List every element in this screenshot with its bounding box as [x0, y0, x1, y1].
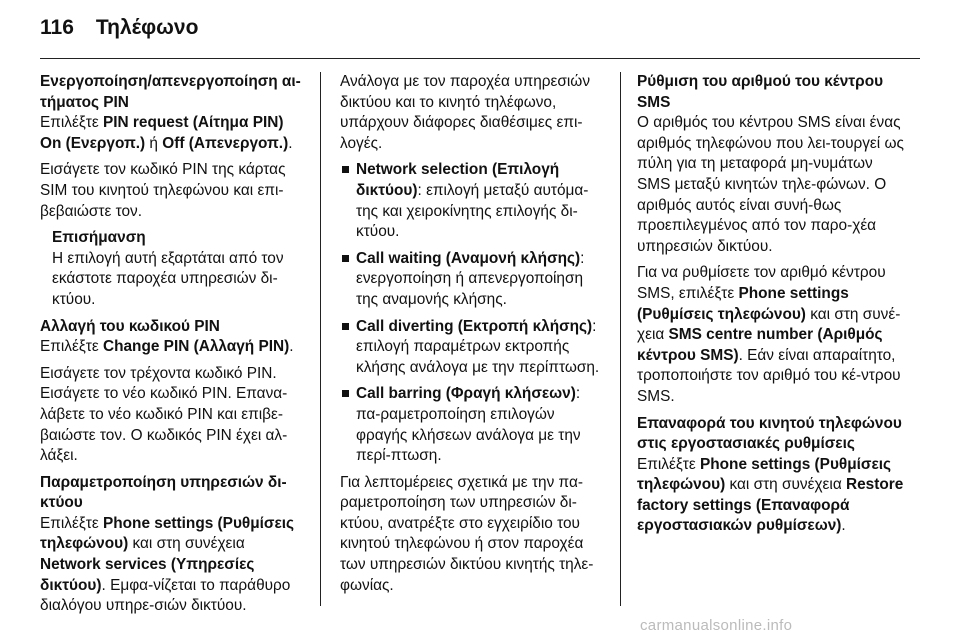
- menu-option-on: PIN request (Αίτημα PIN) On (Ενεργοπ.): [40, 114, 284, 152]
- column-1: [40, 72, 308, 623]
- menu-option-phone-settings: Phone settings (Ρυθμίσεις τηλεφώνου): [637, 284, 849, 323]
- option-name: Call diverting (Εκτροπή κλήσης): [356, 317, 593, 335]
- network-services-instruction: [40, 514, 308, 617]
- text: Επιλέξτε: [40, 114, 103, 132]
- header-rule: [40, 58, 920, 59]
- text: και στη συνέχεια: [128, 535, 245, 553]
- text: . Εμφα-νίζεται το παράθυρο διαλόγου υπηρε-σιών δικτύου.: [40, 576, 291, 615]
- section-title-change-pin: Αλλαγή του κωδικού PIN: [40, 317, 220, 335]
- note-box: [52, 228, 308, 310]
- menu-option-restore-factory-settings: Restore factory settings (Επαναφορά εργοστασιακών ρυθμίσεων): [637, 476, 904, 535]
- option-description: : πα-ραμετροποίηση επιλογών φραγής κλήσεων ανάλογα με την περί-πτωση.: [356, 385, 581, 465]
- bullet-square-icon: [342, 390, 349, 397]
- menu-option-phone-settings: Phone settings (Ρυθμίσεις τηλεφώνου): [40, 514, 295, 553]
- option-name: Call waiting (Αναμονή κλήσης): [356, 249, 581, 267]
- text: Επιλέξτε: [40, 338, 103, 356]
- change-pin-instruction: [40, 337, 308, 358]
- section-title-sms-centre: Ρύθμιση του αριθμού του κέντρου SMS: [637, 73, 884, 111]
- text: και στη συνέ-χεια: [637, 305, 901, 344]
- list-item: [340, 317, 608, 379]
- factory-reset-instruction: [637, 455, 907, 537]
- page-title: Τηλέφωνο: [95, 16, 199, 39]
- menu-option-change-pin: Change PIN (Αλλαγή PIN): [102, 338, 290, 356]
- page-number: 116: [40, 16, 74, 39]
- text: ή: [145, 134, 163, 152]
- list-item: [340, 160, 608, 242]
- menu-option-off: Off (Απενεργοπ.): [162, 134, 289, 152]
- options-outro: Για λεπτομέρειες σχετικά με την πα-ραμετροποίηση των υπηρεσιών δι-κτύου, ανατρέξτε στο εγχειρίδιο του κινητού τηλεφώνου ή στον παροχέα των υπηρεσιών δικτύου κινητής τηλε-φωνίας.: [340, 473, 594, 594]
- text: Επιλέξτε: [40, 514, 103, 532]
- menu-option-phone-settings: Phone settings (Ρυθμίσεις τηλεφώνου): [637, 455, 892, 494]
- option-description: : ενεργοποίηση ή απενεργοποίηση της αναμονής κλήσης.: [356, 249, 585, 308]
- text: .: [841, 517, 846, 535]
- page-header: [40, 14, 198, 42]
- text: . Εάν είναι απαραίτητο, τροποποιήστε τον αριθμό του κέ-ντρου SMS.: [637, 346, 901, 405]
- text: Για να ρυθμίσετε τον αριθμό κέντρου SMS, επιλέξτε: [637, 264, 886, 302]
- bullet-square-icon: [342, 323, 349, 330]
- list-item: [340, 384, 608, 466]
- network-options-list: [340, 160, 608, 466]
- column-2: [340, 72, 608, 602]
- bullet-square-icon: [342, 255, 349, 262]
- note-text: Η επιλογή αυτή εξαρτάται από τον εκάστοτε παροχέα υπηρεσιών δι-κτύου.: [52, 249, 284, 308]
- sms-centre-instruction: [637, 263, 907, 407]
- menu-option-sms-centre-number: SMS centre number (Αριθμός κέντρου SMS): [637, 326, 883, 364]
- section-title-network-services: Παραμετροποίηση υπηρεσιών δι-κτύου: [40, 473, 287, 512]
- option-description: : επιλογή παραμέτρων εκτροπής κλήσης ανάλογα με την περίπτωση.: [356, 317, 600, 376]
- options-intro: Ανάλογα με τον παροχέα υπηρεσιών δικτύου και το κινητό τηλέφωνο, υπάρχουν διάφορες διαθέσιμες επι-λογές.: [340, 73, 591, 152]
- text: Επιλέξτε: [637, 455, 700, 473]
- column-3: [637, 72, 907, 543]
- text: .: [288, 134, 293, 152]
- column-divider: [620, 72, 621, 606]
- watermark: carmanualsonline.info: [640, 617, 793, 634]
- text: και στη συνέχεια: [725, 476, 846, 494]
- menu-option-network-services: Network services (Υπηρεσίες δικτύου): [40, 556, 255, 594]
- section-title-pin-request: Ενεργοποίηση/απενεργοποίηση αι-τήματος PIN: [40, 73, 301, 111]
- pin-request-paragraph: Εισάγετε τον κωδικό PIN της κάρτας SIM του κινητού τηλεφώνου και επι-βεβαιώστε τον.: [40, 161, 286, 220]
- section-title-factory-reset: Επαναφορά του κινητού τηλεφώνου στις εργοστασιακές ρυθμίσεις: [637, 414, 902, 453]
- change-pin-paragraph: Εισάγετε τον τρέχοντα κωδικό PIN. Εισάγετε το νέο κωδικό PIN. Επανα-λάβετε το νέο κωδικό PIN και επιβε-βαιώστε τον. Ο κωδικός PIN έχει αλ-λάξει.: [40, 364, 288, 465]
- sms-centre-paragraph: Ο αριθμός του κέντρου SMS είναι ένας αριθμός τηλεφώνου που λει-τουργεί ως πύλη για τη μεταφορά μη-νυμάτων SMS μεταξύ κινητών τηλε-φώνων. Ο αριθμός αυτός είναι συνή-θως προεπιλεγμένος από τον παρο-χέα υπηρεσιών δικτύου.: [637, 114, 904, 255]
- list-item: [340, 249, 608, 311]
- option-description: : επιλογή μεταξύ αυτόμα-της και χειροκίνητης επιλογής δι-κτύου.: [356, 181, 589, 241]
- option-name: Network selection (Επιλογή δικτύου): [356, 161, 560, 199]
- option-name: Call barring (Φραγή κλήσεων): [356, 385, 576, 403]
- pin-request-instruction: [40, 113, 308, 154]
- note-title: Επισήμανση: [52, 229, 146, 247]
- text: .: [289, 338, 294, 356]
- column-divider: [320, 72, 321, 606]
- bullet-square-icon: [342, 166, 349, 173]
